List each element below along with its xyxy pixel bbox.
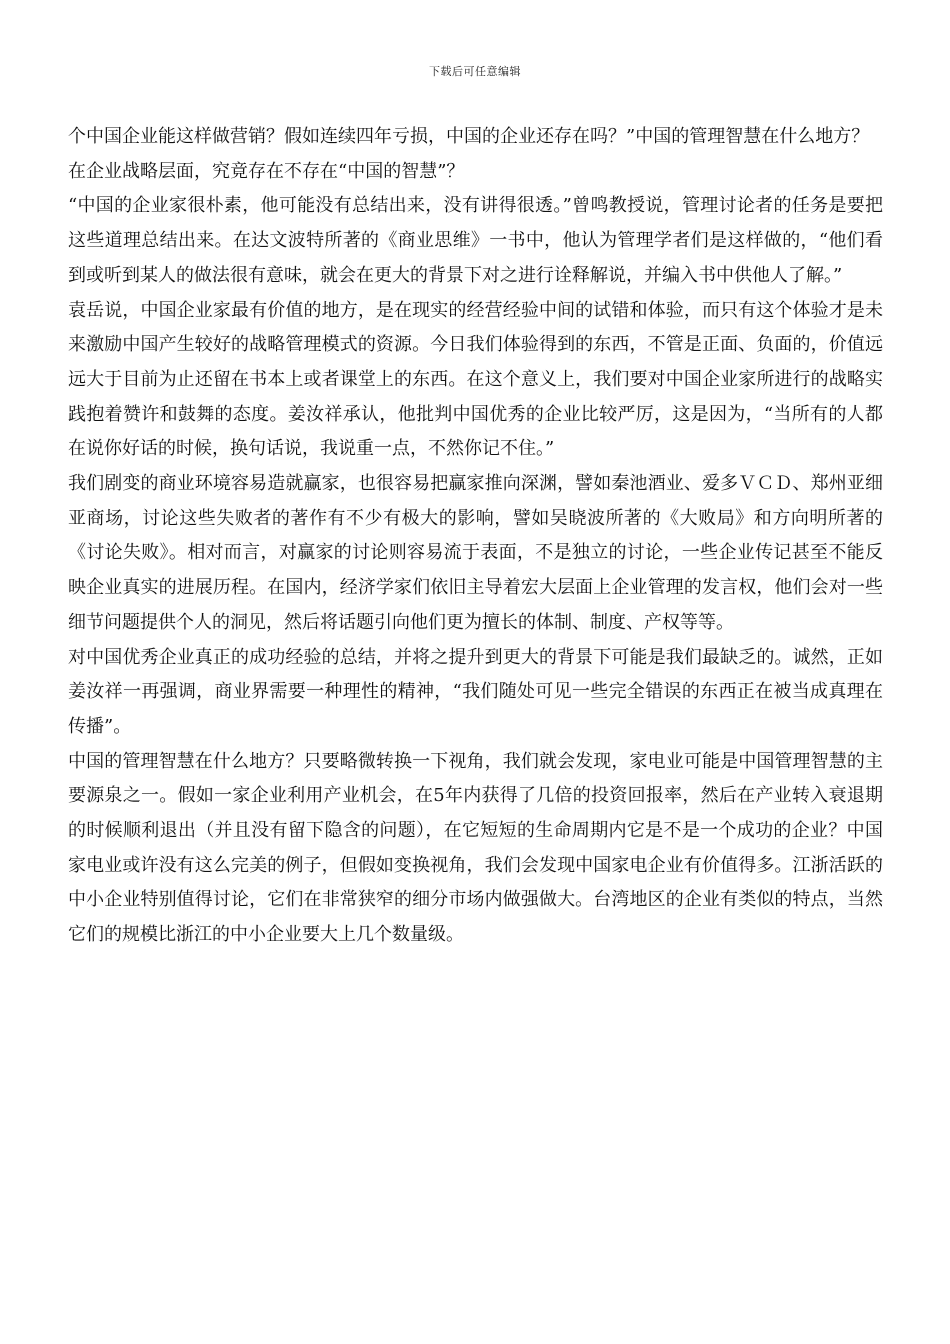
page-header: 下载后可任意编辑 xyxy=(429,65,521,78)
paragraph: 在企业战略层面，究竟存在不存在“中国的智慧”？ xyxy=(68,160,465,182)
paragraph: 中国的管理智慧在什么地方？只要略微转换一下视角，我们就会发现，家电业可能是中国管理智慧的主要源泉之一。假如一家企业利用产业机会，在5年内获得了几倍的投资回报率，然后在产业转入衰退期的时候顺利退出（并且没有留下隐含的问题），在它短短的生命周期内它是不是一个成功的企业？中国家电业或许没有这么完美的例子，但假如变换视角，我们会发现中国家电企业有价值得多。江浙活跃的中小企业特别值得讨论，它们在非常狭窄的细分市场内做强做大。台湾地区的企业有类似的特点，当然它们的规模比浙江的中小企业要大上几个数量级。 xyxy=(68,750,883,946)
paragraph: 对中国优秀企业真正的成功经验的总结，并将之提升到更大的背景下可能是我们最缺乏的。诚然，正如姜汝祥一再强调，商业界需要一种理性的精神，“我们随处可见一些完全错误的东西正在被当成真理在传播”。 xyxy=(68,646,883,737)
document-body xyxy=(68,120,883,953)
paragraph: 袁岳说，中国企业家最有价值的地方，是在现实的经营经验中间的试错和体验，而只有这个体验才是未来激励中国产生较好的战略管理模式的资源。今日我们体验得到的东西，不管是正面、负面的，价值远远大于目前为止还留在书本上或者课堂上的东西。在这个意义上，我们要对中国企业家所进行的战略实践抱着赞许和鼓舞的态度。姜汝祥承认，他批判中国优秀的企业比较严厉，这是因为，“当所有的人都在说你好话的时候，换句话说，我说重一点，不然你记不住。” xyxy=(68,299,883,460)
paragraph: 个中国企业能这样做营销？假如连续四年亏损，中国的企业还存在吗？”中国的管理智慧在什么地方？ xyxy=(68,126,870,147)
paragraph: 我们剧变的商业环境容易造就赢家，也很容易把赢家推向深渊，譬如秦池酒业、爱多ＶＣＤ、郑州亚细亚商场，讨论这些失败者的著作有不少有极大的影响，譬如吴晓波所著的《大败局》和方向明所著的《讨论失败》。相对而言，对赢家的讨论则容易流于表面，不是独立的讨论，一些企业传记甚至不能反映企业真实的进展历程。在国内，经济学家们依旧主导着宏大层面上企业管理的发言权，他们会对一些细节问题提供个人的洞见，然后将话题引向他们更为擅长的体制、制度、产权等等。 xyxy=(68,473,883,633)
paragraph: “中国的企业家很朴素，他可能没有总结出来，没有讲得很透。”曾鸣教授说，管理讨论者的任务是要把这些道理总结出来。在达文波特所著的《商业思维》一书中，他认为管理学者们是这样做的，“他们看到或听到某人的做法很有意味，就会在更大的背景下对之进行诠释解说，并编入书中供他人了解。” xyxy=(68,195,883,286)
